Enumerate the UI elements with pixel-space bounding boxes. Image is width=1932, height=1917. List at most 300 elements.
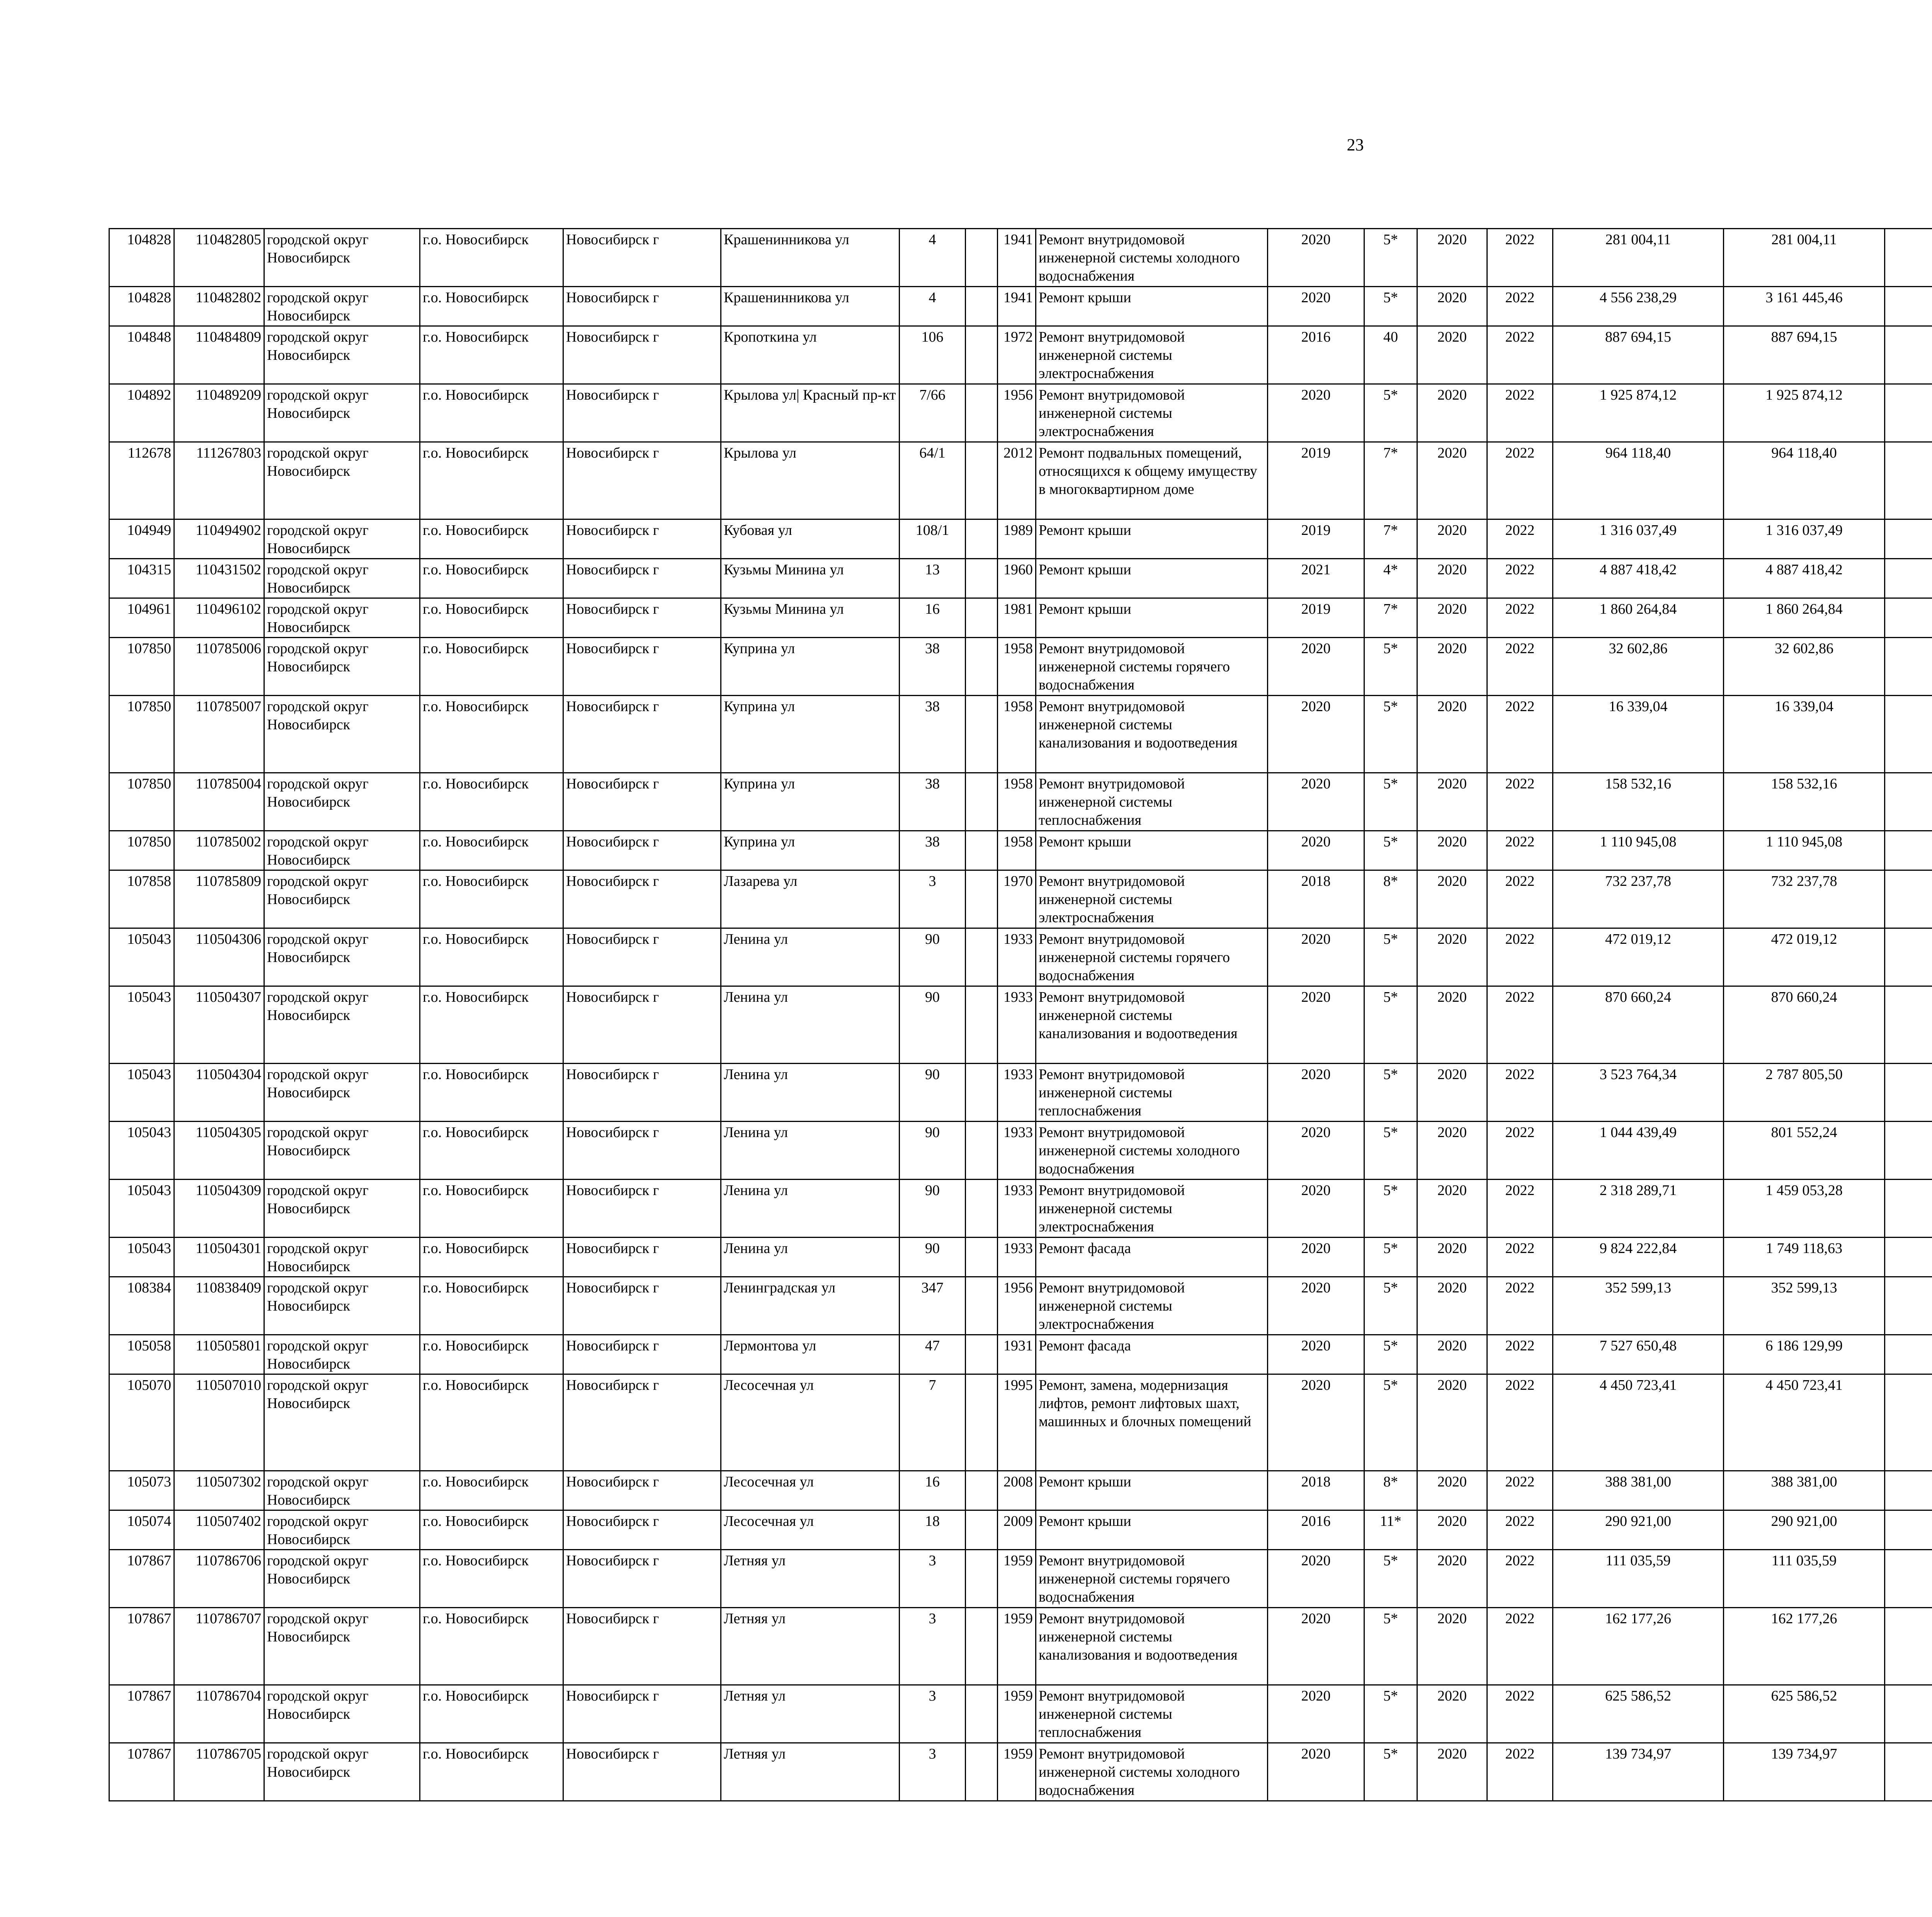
cell-municipal-district: городской округ Новосибирск <box>264 1608 420 1685</box>
cell-start-year: 2020 <box>1417 696 1487 773</box>
cell-building-cell <box>966 696 998 773</box>
cell-house-number: 16 <box>900 598 966 638</box>
cell-object-code: 110431502 <box>174 559 264 598</box>
cell-building-cell <box>966 986 998 1064</box>
cell-end-year: 2022 <box>1487 519 1553 559</box>
table-row <box>109 1550 1932 1608</box>
cell-priority: 11* <box>1364 1510 1417 1550</box>
cell-house-number: 90 <box>900 1180 966 1238</box>
cell-end-year: 2022 <box>1487 326 1553 384</box>
cell-construction-year: 1933 <box>998 1064 1036 1122</box>
cell-building-cell <box>966 831 998 870</box>
cell-total-cost: 964 118,40 <box>1553 442 1724 519</box>
cell-start-year: 2020 <box>1417 1335 1487 1374</box>
cell-municipality: г.о. Новосибирск <box>420 1550 563 1608</box>
cell-object-code: 111267803 <box>174 442 264 519</box>
cell-municipal-district: городской округ Новосибирск <box>264 1374 420 1471</box>
cell-construction-year: 1959 <box>998 1550 1036 1608</box>
cell-work-type: Ремонт крыши <box>1036 519 1268 559</box>
cell-municipality: г.о. Новосибирск <box>420 1335 563 1374</box>
cell-municipality: г.о. Новосибирск <box>420 986 563 1064</box>
cell-object-code: 110838409 <box>174 1277 264 1335</box>
cell-street: Ленина ул <box>721 1180 900 1238</box>
cell-house-number: 3 <box>900 870 966 928</box>
cell-total-cost: 2 318 289,71 <box>1553 1180 1724 1238</box>
cell-building-cell <box>966 326 998 384</box>
table-row <box>109 326 1932 384</box>
cell-work-type: Ремонт крыши <box>1036 598 1268 638</box>
cell-building-cell <box>966 1238 998 1277</box>
cell-building-cell <box>966 519 998 559</box>
cell-building-cell <box>966 870 998 928</box>
cell-cost-federal <box>1885 1743 1932 1801</box>
cell-municipal-district: городской округ Новосибирск <box>264 1180 420 1238</box>
cell-planned-year: 2020 <box>1268 1335 1364 1374</box>
cell-construction-year: 1933 <box>998 1180 1036 1238</box>
cell-municipal-district: городской округ Новосибирск <box>264 384 420 442</box>
cell-total-cost: 162 177,26 <box>1553 1608 1724 1685</box>
cell-object-code: 110785004 <box>174 773 264 831</box>
cell-end-year: 2022 <box>1487 1743 1553 1801</box>
cell-priority: 5* <box>1364 696 1417 773</box>
cell-object-code: 110504306 <box>174 928 264 986</box>
cell-start-year: 2020 <box>1417 287 1487 326</box>
table-row <box>109 598 1932 638</box>
cell-start-year: 2020 <box>1417 384 1487 442</box>
cell-planned-year: 2020 <box>1268 1180 1364 1238</box>
cell-house-number: 7/66 <box>900 384 966 442</box>
cell-planned-year: 2020 <box>1268 1277 1364 1335</box>
cell-municipal-district: городской округ Новосибирск <box>264 1122 420 1180</box>
cell-cost-fund: 732 237,78 <box>1724 870 1885 928</box>
cell-end-year: 2022 <box>1487 1608 1553 1685</box>
cell-total-cost: 887 694,15 <box>1553 326 1724 384</box>
cell-locality: Новосибирск г <box>563 1374 721 1471</box>
cell-total-cost: 111 035,59 <box>1553 1550 1724 1608</box>
cell-planned-year: 2020 <box>1268 1238 1364 1277</box>
table-row <box>109 559 1932 598</box>
cell-cost-federal <box>1885 1064 1932 1122</box>
cell-street: Кузьмы Минина ул <box>721 559 900 598</box>
cell-locality: Новосибирск г <box>563 773 721 831</box>
cell-street: Летняя ул <box>721 1685 900 1743</box>
cell-locality: Новосибирск г <box>563 1180 721 1238</box>
cell-locality: Новосибирск г <box>563 696 721 773</box>
cell-end-year: 2022 <box>1487 1122 1553 1180</box>
registry-table <box>109 228 1932 1801</box>
cell-priority: 4* <box>1364 559 1417 598</box>
cell-construction-year: 1956 <box>998 1277 1036 1335</box>
cell-object-code: 110786707 <box>174 1608 264 1685</box>
cell-start-year: 2020 <box>1417 638 1487 696</box>
cell-registry-id: 112678 <box>109 442 174 519</box>
cell-cost-federal <box>1885 1180 1932 1238</box>
cell-cost-federal <box>1885 1471 1932 1510</box>
cell-building-cell <box>966 1510 998 1550</box>
cell-total-cost: 870 660,24 <box>1553 986 1724 1064</box>
cell-end-year: 2022 <box>1487 1374 1553 1471</box>
cell-house-number: 38 <box>900 638 966 696</box>
cell-planned-year: 2020 <box>1268 696 1364 773</box>
cell-work-type: Ремонт внутридомовой инженерной системы холодного водоснабжения <box>1036 1743 1268 1801</box>
cell-municipal-district: городской округ Новосибирск <box>264 442 420 519</box>
cell-street: Лесосечная ул <box>721 1374 900 1471</box>
cell-building-cell <box>966 559 998 598</box>
table-row <box>109 1335 1932 1374</box>
cell-street: Лермонтова ул <box>721 1335 900 1374</box>
cell-object-code: 110786704 <box>174 1685 264 1743</box>
cell-start-year: 2020 <box>1417 559 1487 598</box>
cell-start-year: 2020 <box>1417 1374 1487 1471</box>
cell-construction-year: 1956 <box>998 384 1036 442</box>
cell-priority: 7* <box>1364 519 1417 559</box>
cell-cost-federal <box>1885 519 1932 559</box>
cell-object-code: 110504301 <box>174 1238 264 1277</box>
cell-start-year: 2020 <box>1417 1180 1487 1238</box>
cell-end-year: 2022 <box>1487 986 1553 1064</box>
cell-construction-year: 1960 <box>998 559 1036 598</box>
cell-cost-federal <box>1885 1685 1932 1743</box>
cell-cost-fund: 32 602,86 <box>1724 638 1885 696</box>
cell-cost-fund: 1 459 053,28 <box>1724 1180 1885 1238</box>
cell-house-number: 108/1 <box>900 519 966 559</box>
cell-work-type: Ремонт внутридомовой инженерной системы холодного водоснабжения <box>1036 229 1268 287</box>
cell-cost-federal <box>1885 559 1932 598</box>
cell-street: Кропоткина ул <box>721 326 900 384</box>
cell-house-number: 4 <box>900 229 966 287</box>
cell-street: Летняя ул <box>721 1743 900 1801</box>
cell-priority: 5* <box>1364 773 1417 831</box>
cell-locality: Новосибирск г <box>563 1335 721 1374</box>
cell-work-type: Ремонт внутридомовой инженерной системы теплоснабжения <box>1036 1064 1268 1122</box>
cell-object-code: 110785809 <box>174 870 264 928</box>
cell-street: Кубовая ул <box>721 519 900 559</box>
cell-construction-year: 1933 <box>998 986 1036 1064</box>
cell-start-year: 2020 <box>1417 326 1487 384</box>
cell-municipality: г.о. Новосибирск <box>420 1510 563 1550</box>
cell-building-cell <box>966 1180 998 1238</box>
cell-cost-federal <box>1885 1608 1932 1685</box>
cell-cost-fund: 139 734,97 <box>1724 1743 1885 1801</box>
cell-house-number: 3 <box>900 1550 966 1608</box>
cell-cost-fund: 352 599,13 <box>1724 1277 1885 1335</box>
cell-total-cost: 139 734,97 <box>1553 1743 1724 1801</box>
cell-house-number: 7 <box>900 1374 966 1471</box>
cell-municipal-district: городской округ Новосибирск <box>264 326 420 384</box>
cell-end-year: 2022 <box>1487 384 1553 442</box>
cell-cost-federal <box>1885 598 1932 638</box>
cell-municipal-district: городской округ Новосибирск <box>264 1335 420 1374</box>
table-row <box>109 384 1932 442</box>
cell-planned-year: 2019 <box>1268 598 1364 638</box>
cell-locality: Новосибирск г <box>563 1685 721 1743</box>
cell-priority: 5* <box>1364 1335 1417 1374</box>
cell-municipal-district: городской округ Новосибирск <box>264 598 420 638</box>
cell-priority: 5* <box>1364 638 1417 696</box>
cell-work-type: Ремонт внутридомовой инженерной системы холодного водоснабжения <box>1036 1122 1268 1180</box>
cell-construction-year: 2008 <box>998 1471 1036 1510</box>
registry-table-body <box>109 229 1932 1801</box>
cell-total-cost: 4 450 723,41 <box>1553 1374 1724 1471</box>
cell-work-type: Ремонт внутридомовой инженерной системы канализования и водоотведения <box>1036 696 1268 773</box>
cell-start-year: 2020 <box>1417 1685 1487 1743</box>
cell-municipality: г.о. Новосибирск <box>420 1180 563 1238</box>
cell-planned-year: 2016 <box>1268 1510 1364 1550</box>
cell-street: Ленина ул <box>721 986 900 1064</box>
cell-object-code: 110482805 <box>174 229 264 287</box>
cell-end-year: 2022 <box>1487 1238 1553 1277</box>
cell-priority: 5* <box>1364 831 1417 870</box>
cell-cost-fund: 6 186 129,99 <box>1724 1335 1885 1374</box>
cell-work-type: Ремонт внутридомовой инженерной системы электроснабжения <box>1036 870 1268 928</box>
cell-house-number: 47 <box>900 1335 966 1374</box>
cell-start-year: 2020 <box>1417 519 1487 559</box>
cell-municipality: г.о. Новосибирск <box>420 1685 563 1743</box>
cell-locality: Новосибирск г <box>563 928 721 986</box>
cell-municipality: г.о. Новосибирск <box>420 1374 563 1471</box>
table-row <box>109 287 1932 326</box>
cell-work-type: Ремонт, замена, модернизация лифтов, ремонт лифтовых шахт, машинных и блочных помещений <box>1036 1374 1268 1471</box>
cell-registry-id: 104828 <box>109 229 174 287</box>
cell-cost-fund: 162 177,26 <box>1724 1608 1885 1685</box>
cell-registry-id: 108384 <box>109 1277 174 1335</box>
cell-street: Ленина ул <box>721 1122 900 1180</box>
cell-work-type: Ремонт крыши <box>1036 1510 1268 1550</box>
cell-building-cell <box>966 287 998 326</box>
cell-object-code: 110786705 <box>174 1743 264 1801</box>
cell-street: Ленинградская ул <box>721 1277 900 1335</box>
cell-cost-fund: 964 118,40 <box>1724 442 1885 519</box>
cell-registry-id: 104961 <box>109 598 174 638</box>
cell-total-cost: 3 523 764,34 <box>1553 1064 1724 1122</box>
cell-municipality: г.о. Новосибирск <box>420 1608 563 1685</box>
table-row <box>109 1238 1932 1277</box>
cell-start-year: 2020 <box>1417 1510 1487 1550</box>
cell-total-cost: 625 586,52 <box>1553 1685 1724 1743</box>
cell-locality: Новосибирск г <box>563 1550 721 1608</box>
table-row <box>109 1374 1932 1471</box>
cell-registry-id: 107867 <box>109 1608 174 1685</box>
cell-construction-year: 1958 <box>998 773 1036 831</box>
cell-registry-id: 105043 <box>109 986 174 1064</box>
cell-locality: Новосибирск г <box>563 1238 721 1277</box>
cell-building-cell <box>966 1471 998 1510</box>
cell-priority: 5* <box>1364 1238 1417 1277</box>
cell-house-number: 90 <box>900 1238 966 1277</box>
table-row <box>109 1685 1932 1743</box>
cell-total-cost: 4 556 238,29 <box>1553 287 1724 326</box>
cell-object-code: 110507402 <box>174 1510 264 1550</box>
cell-work-type: Ремонт внутридомовой инженерной системы теплоснабжения <box>1036 1685 1268 1743</box>
cell-registry-id: 107867 <box>109 1685 174 1743</box>
cell-street: Крашенинникова ул <box>721 229 900 287</box>
cell-work-type: Ремонт внутридомовой инженерной системы горячего водоснабжения <box>1036 928 1268 986</box>
cell-total-cost: 158 532,16 <box>1553 773 1724 831</box>
cell-cost-fund: 281 004,11 <box>1724 229 1885 287</box>
cell-municipality: г.о. Новосибирск <box>420 870 563 928</box>
cell-start-year: 2020 <box>1417 986 1487 1064</box>
cell-locality: Новосибирск г <box>563 870 721 928</box>
cell-total-cost: 1 044 439,49 <box>1553 1122 1724 1180</box>
cell-house-number: 38 <box>900 696 966 773</box>
table-row <box>109 773 1932 831</box>
cell-construction-year: 1958 <box>998 638 1036 696</box>
cell-registry-id: 104949 <box>109 519 174 559</box>
cell-planned-year: 2019 <box>1268 519 1364 559</box>
cell-planned-year: 2016 <box>1268 326 1364 384</box>
table-row <box>109 986 1932 1064</box>
cell-cost-fund: 4 450 723,41 <box>1724 1374 1885 1471</box>
cell-priority: 5* <box>1364 287 1417 326</box>
cell-construction-year: 1972 <box>998 326 1036 384</box>
cell-municipality: г.о. Новосибирск <box>420 1064 563 1122</box>
cell-construction-year: 1941 <box>998 287 1036 326</box>
cell-cost-federal <box>1885 870 1932 928</box>
cell-building-cell <box>966 598 998 638</box>
cell-total-cost: 1 860 264,84 <box>1553 598 1724 638</box>
cell-locality: Новосибирск г <box>563 559 721 598</box>
cell-locality: Новосибирск г <box>563 831 721 870</box>
cell-planned-year: 2018 <box>1268 870 1364 928</box>
cell-municipal-district: городской округ Новосибирск <box>264 1685 420 1743</box>
cell-municipality: г.о. Новосибирск <box>420 1277 563 1335</box>
table-row <box>109 519 1932 559</box>
cell-cost-fund: 111 035,59 <box>1724 1550 1885 1608</box>
cell-house-number: 4 <box>900 287 966 326</box>
cell-start-year: 2020 <box>1417 1277 1487 1335</box>
cell-cost-federal <box>1885 384 1932 442</box>
cell-priority: 8* <box>1364 1471 1417 1510</box>
cell-cost-fund: 801 552,24 <box>1724 1122 1885 1180</box>
cell-locality: Новосибирск г <box>563 1510 721 1550</box>
cell-object-code: 110504307 <box>174 986 264 1064</box>
cell-construction-year: 1933 <box>998 1122 1036 1180</box>
cell-priority: 5* <box>1364 229 1417 287</box>
cell-cost-fund: 16 339,04 <box>1724 696 1885 773</box>
cell-cost-fund: 388 381,00 <box>1724 1471 1885 1510</box>
cell-street: Крылова ул| Красный пр-кт <box>721 384 900 442</box>
cell-planned-year: 2021 <box>1268 559 1364 598</box>
cell-end-year: 2022 <box>1487 1180 1553 1238</box>
cell-end-year: 2022 <box>1487 773 1553 831</box>
cell-end-year: 2022 <box>1487 1685 1553 1743</box>
cell-locality: Новосибирск г <box>563 638 721 696</box>
cell-cost-fund: 3 161 445,46 <box>1724 287 1885 326</box>
cell-end-year: 2022 <box>1487 598 1553 638</box>
cell-work-type: Ремонт внутридомовой инженерной системы канализования и водоотведения <box>1036 1608 1268 1685</box>
cell-planned-year: 2020 <box>1268 831 1364 870</box>
cell-registry-id: 107867 <box>109 1743 174 1801</box>
cell-municipality: г.о. Новосибирск <box>420 696 563 773</box>
cell-municipal-district: городской округ Новосибирск <box>264 1064 420 1122</box>
cell-construction-year: 1958 <box>998 696 1036 773</box>
cell-end-year: 2022 <box>1487 1550 1553 1608</box>
cell-municipality: г.о. Новосибирск <box>420 1471 563 1510</box>
cell-municipality: г.о. Новосибирск <box>420 519 563 559</box>
cell-work-type: Ремонт подвальных помещений, относящихся к общему имуществу в многоквартирном доме <box>1036 442 1268 519</box>
cell-municipality: г.о. Новосибирск <box>420 384 563 442</box>
cell-locality: Новосибирск г <box>563 384 721 442</box>
cell-street: Лазарева ул <box>721 870 900 928</box>
cell-registry-id: 104828 <box>109 287 174 326</box>
cell-registry-id: 107850 <box>109 773 174 831</box>
cell-end-year: 2022 <box>1487 1510 1553 1550</box>
cell-priority: 5* <box>1364 1122 1417 1180</box>
cell-locality: Новосибирск г <box>563 1471 721 1510</box>
cell-construction-year: 2009 <box>998 1510 1036 1550</box>
cell-start-year: 2020 <box>1417 1743 1487 1801</box>
table-row <box>109 696 1932 773</box>
cell-registry-id: 107850 <box>109 696 174 773</box>
cell-building-cell <box>966 773 998 831</box>
table-row <box>109 870 1932 928</box>
cell-cost-fund: 1 860 264,84 <box>1724 598 1885 638</box>
cell-municipal-district: городской округ Новосибирск <box>264 559 420 598</box>
cell-priority: 5* <box>1364 384 1417 442</box>
cell-priority: 5* <box>1364 1608 1417 1685</box>
cell-municipality: г.о. Новосибирск <box>420 1122 563 1180</box>
cell-object-code: 110504304 <box>174 1064 264 1122</box>
cell-priority: 5* <box>1364 1374 1417 1471</box>
page-number: 23 <box>1347 135 1364 154</box>
cell-registry-id: 107867 <box>109 1550 174 1608</box>
cell-municipal-district: городской округ Новосибирск <box>264 1510 420 1550</box>
cell-cost-federal <box>1885 326 1932 384</box>
cell-cost-federal <box>1885 696 1932 773</box>
cell-construction-year: 1995 <box>998 1374 1036 1471</box>
cell-building-cell <box>966 1064 998 1122</box>
cell-priority: 5* <box>1364 1277 1417 1335</box>
cell-registry-id: 105074 <box>109 1510 174 1550</box>
cell-end-year: 2022 <box>1487 1277 1553 1335</box>
cell-house-number: 64/1 <box>900 442 966 519</box>
cell-start-year: 2020 <box>1417 773 1487 831</box>
cell-planned-year: 2020 <box>1268 986 1364 1064</box>
cell-work-type: Ремонт фасада <box>1036 1238 1268 1277</box>
cell-planned-year: 2020 <box>1268 384 1364 442</box>
cell-registry-id: 107850 <box>109 831 174 870</box>
cell-street: Ленина ул <box>721 1064 900 1122</box>
cell-start-year: 2020 <box>1417 1122 1487 1180</box>
cell-street: Лесосечная ул <box>721 1510 900 1550</box>
cell-start-year: 2020 <box>1417 1064 1487 1122</box>
cell-work-type: Ремонт внутридомовой инженерной системы электроснабжения <box>1036 326 1268 384</box>
cell-work-type: Ремонт внутридомовой инженерной системы канализования и водоотведения <box>1036 986 1268 1064</box>
cell-house-number: 90 <box>900 1064 966 1122</box>
cell-total-cost: 1 110 945,08 <box>1553 831 1724 870</box>
cell-locality: Новосибирск г <box>563 1608 721 1685</box>
cell-work-type: Ремонт крыши <box>1036 287 1268 326</box>
cell-start-year: 2020 <box>1417 1471 1487 1510</box>
cell-object-code: 110785002 <box>174 831 264 870</box>
cell-total-cost: 352 599,13 <box>1553 1277 1724 1335</box>
cell-planned-year: 2020 <box>1268 638 1364 696</box>
cell-planned-year: 2020 <box>1268 1374 1364 1471</box>
cell-total-cost: 16 339,04 <box>1553 696 1724 773</box>
cell-house-number: 90 <box>900 986 966 1064</box>
cell-total-cost: 1 316 037,49 <box>1553 519 1724 559</box>
cell-start-year: 2020 <box>1417 1608 1487 1685</box>
cell-end-year: 2022 <box>1487 229 1553 287</box>
cell-municipal-district: городской округ Новосибирск <box>264 1277 420 1335</box>
cell-object-code: 110785007 <box>174 696 264 773</box>
cell-work-type: Ремонт крыши <box>1036 559 1268 598</box>
cell-municipality: г.о. Новосибирск <box>420 928 563 986</box>
cell-total-cost: 4 887 418,42 <box>1553 559 1724 598</box>
cell-priority: 7* <box>1364 598 1417 638</box>
cell-total-cost: 281 004,11 <box>1553 229 1724 287</box>
cell-start-year: 2020 <box>1417 229 1487 287</box>
